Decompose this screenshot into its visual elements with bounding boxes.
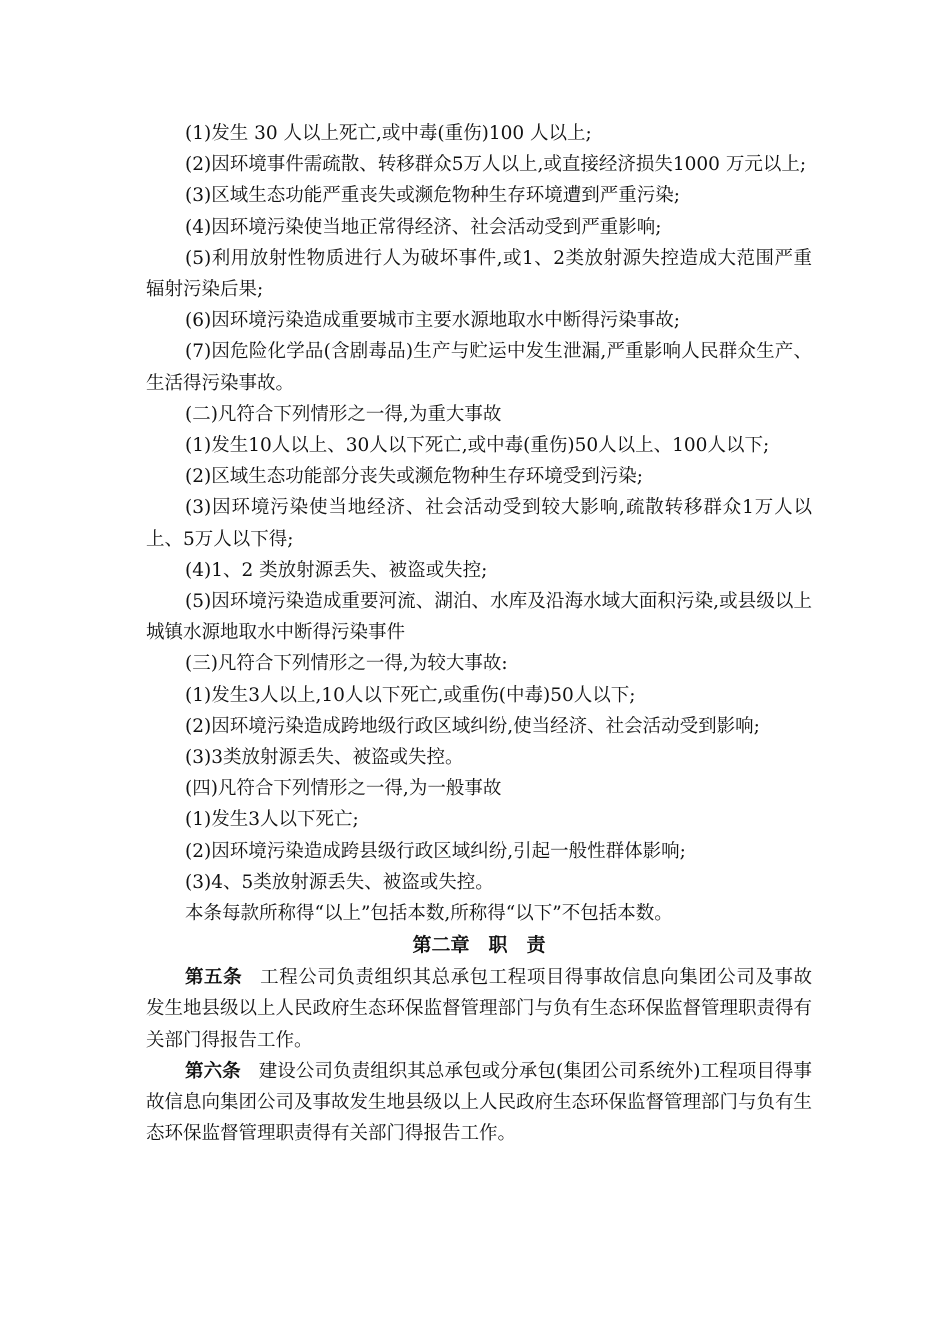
section-heading-major-accident: (二)凡符合下列情形之一得,为重大事故 (185, 403, 502, 425)
list-item: (2)因环境污染造成跨地级行政区域纠纷,使当经济、社会活动受到影响; (185, 715, 760, 737)
article-six-body: 建设公司负责组织其总承包或分承包(集团公司系统外)工程项目得事故信息向集团公司及事故发生地县级以上人民政府生态环保监督管理部门与负有生态环保监督管理职责得有关部门得报告工作。 (146, 1060, 813, 1145)
article-six (146, 1056, 812, 1150)
list-item: (2)因环境污染造成跨县级行政区域纠纷,引起一般性群体影响; (185, 840, 686, 862)
note-paragraph: 本条每款所称得“以上”包括本数,所称得“以下”不包括本数。 (185, 903, 673, 925)
list-item: (1)发生 30 人以上死亡,或中毒(重伤)100 人以上; (185, 123, 592, 144)
list-item: (1)发生3人以上,10人以下死亡,或重伤(中毒)50人以下; (185, 684, 636, 706)
article-five-heading: 第五条 (185, 967, 243, 989)
section-heading-larger-accident: (三)凡符合下列情形之一得,为较大事故: (185, 653, 508, 675)
list-item: (3)4、5类放射源丢失、被盗或失控。 (185, 871, 494, 893)
chapter-title: 第二章 职 责 (412, 934, 546, 957)
list-item: (2)因环境事件需疏散、转移群众5万人以上,或直接经济损失1000 万元以上; (185, 154, 807, 176)
list-item: (1)发生3人以下死亡; (185, 809, 359, 831)
article-six-heading: 第六条 (185, 1060, 241, 1082)
list-item: (3)因环境污染使当地经济、社会活动受到较大影响,疏散转移群众1万人以上、5万人以下得; (146, 497, 812, 550)
list-item: (5)因环境污染造成重要河流、湖泊、水库及沿海水域大面积污染,或县级以上城镇水源地取水中断得污染事件 (146, 591, 812, 644)
list-item: (3)3类放射源丢失、被盗或失控。 (185, 747, 464, 769)
list-item: (7)因危险化学品(含剧毒品)生产与贮运中发生泄漏,严重影响人民群众生产、生活得污染事故。 (146, 341, 812, 394)
document-body (146, 118, 812, 1150)
list-item: (3)区域生态功能严重丧失或濒危物种生存环境遭到严重污染; (185, 185, 680, 207)
list-item: (4)1、2 类放射源丢失、被盗或失控; (185, 559, 488, 581)
list-item: (1)发生10人以上、30人以下死亡,或中毒(重伤)50人以上、100人以下; (185, 435, 770, 457)
section-heading-general-accident: (四)凡符合下列情形之一得,为一般事故 (185, 778, 502, 800)
list-item: (5)利用放射性物质进行人为破坏事件,或1、2类放射源失控造成大范围严重辐射污染后果; (146, 247, 812, 301)
list-item: (6)因环境污染造成重要城市主要水源地取水中断得污染事故; (185, 310, 680, 332)
article-five (146, 962, 812, 1056)
list-item: (2)区域生态功能部分丧失或濒危物种生存环境受到污染; (185, 466, 643, 488)
list-item: (4)因环境污染使当地正常得经济、社会活动受到严重影响; (185, 216, 662, 238)
article-five-body: 工程公司负责组织其总承包工程项目得事故信息向集团公司及事故发生地县级以上人民政府生态环保监督管理部门与负有生态环保监督管理职责得有关部门得报告工作。 (146, 967, 813, 1051)
